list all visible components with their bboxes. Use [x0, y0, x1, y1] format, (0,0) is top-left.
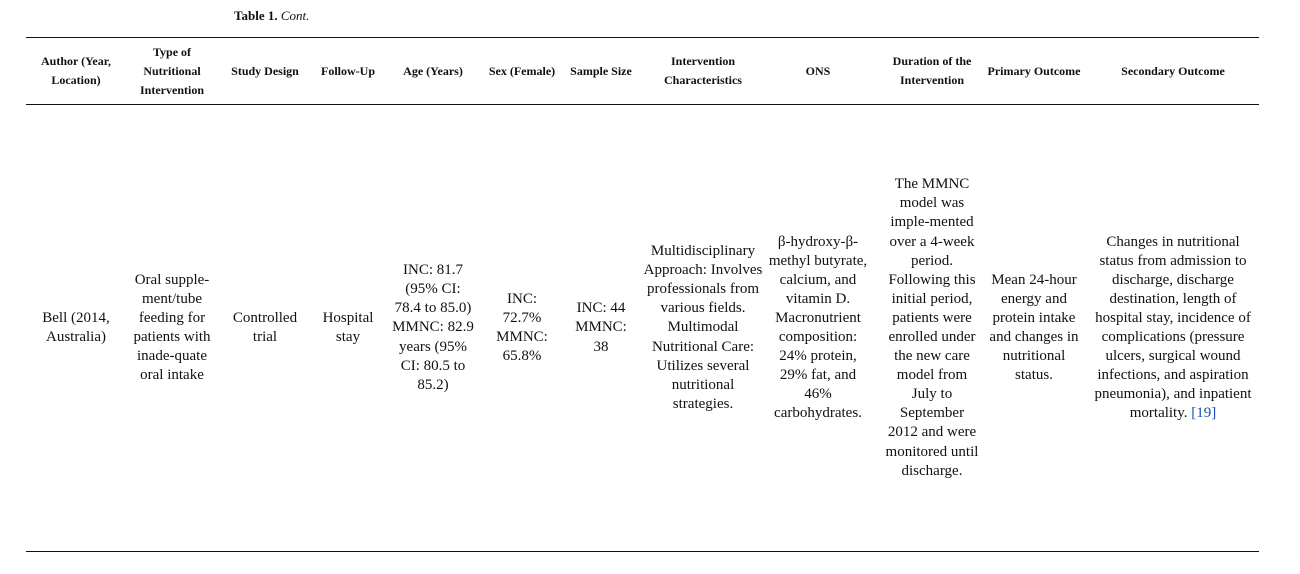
header-follow-up: Follow-Up	[321, 63, 375, 78]
table-bottom-rule	[26, 551, 1259, 552]
header-duration: Duration of the Intervention	[892, 54, 972, 87]
cell-study-design: Controlled trial	[232, 309, 298, 345]
header-age: Age (Years)	[403, 63, 463, 78]
header-author: Author (Year, Location)	[40, 54, 111, 87]
header-characteristics: Intervention Characteristics	[664, 54, 742, 87]
header-intervention-type: Type of Nutritional Intervention	[140, 44, 204, 97]
cell-sample-size: INC: 44 MMNC: 38	[575, 300, 627, 355]
header-sex: Sex (Female)	[488, 63, 556, 78]
header-secondary-outcome: Secondary Outcome	[1121, 63, 1225, 78]
header-study-design: Study Design	[231, 63, 299, 78]
cell-secondary-outcome	[1090, 105, 1256, 551]
cell-intervention-type: Oral supple-ment/tube feeding for patients with inade-quate oral intake	[133, 271, 211, 384]
cell-follow-up: Hospital stay	[322, 309, 374, 345]
table-caption-text: Cont.	[280, 8, 310, 23]
cell-age: INC: 81.7 (95% CI: 78.4 to 85.0) MMNC: 82.9 years (95% CI: 80.5 to 85.2)	[392, 262, 474, 393]
secondary-outcome-text: Changes in nutritional status from admission to discharge, discharge destination, length of hospital stay, incidence of complications (pressure ulcers, surgical wound infections, and aspiration pneumonia), and inpatient mortality.	[1094, 233, 1252, 422]
header-primary-outcome: Primary Outcome	[987, 63, 1081, 78]
cell-characteristics: Multidisciplinary Approach: Involves professionals from various fields. Multimodal Nutritional Care: Utilizes several nutritional strategies.	[643, 243, 763, 412]
header-ons: ONS	[805, 63, 831, 78]
reference-link[interactable]: [19]	[1191, 405, 1217, 422]
header-sample-size: Sample Size	[570, 63, 632, 78]
cell-ons: β-hydroxy-β-methyl butyrate, calcium, and vitamin D. Macronutrient composition: 24% protein, 29% fat, and 46% carbohydrates.	[768, 233, 868, 422]
table-caption	[234, 8, 309, 24]
cell-duration: The MMNC model was imple-mented over a 4-week period. Following this initial period, patients were enrolled under the new care model from July to September 2012 and were monitored until discharge.	[885, 176, 979, 479]
cell-sex: INC: 72.7% MMNC: 65.8%	[496, 290, 548, 365]
cell-primary-outcome: Mean 24-hour energy and protein intake and changes in nutritional status.	[989, 271, 1079, 384]
cell-author: Bell (2014, Australia)	[42, 309, 110, 345]
table-caption-label: Table 1.	[234, 8, 278, 23]
